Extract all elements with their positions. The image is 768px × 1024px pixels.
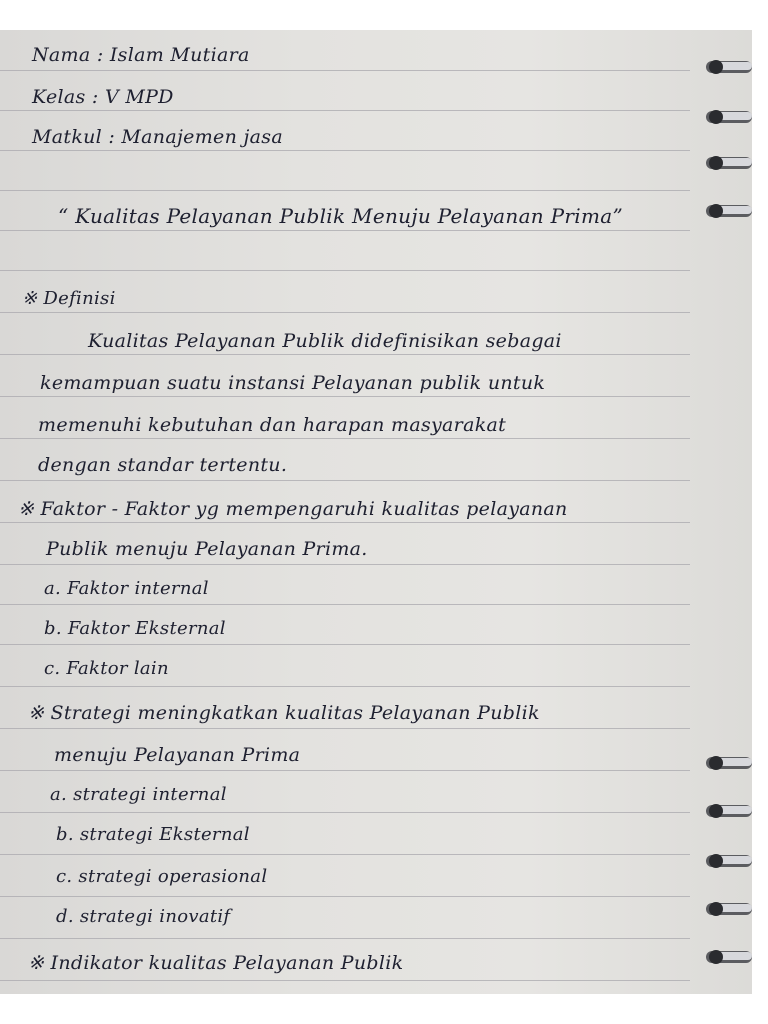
list-item: b. Faktor Eksternal	[44, 618, 226, 639]
list-item: a. Faktor internal	[44, 578, 209, 599]
ruled-line	[0, 270, 690, 271]
ruled-line	[0, 728, 690, 729]
ruled-line	[0, 896, 690, 897]
paragraph-line: Publik menuju Pelayanan Prima.	[46, 538, 368, 560]
ruled-line	[0, 354, 690, 355]
spiral-ring-icon	[706, 148, 752, 178]
spiral-ring-icon	[706, 748, 752, 778]
paragraph-line: kemampuan suatu instansi Pelayanan publik untuk	[40, 372, 546, 394]
spiral-ring-icon	[706, 52, 752, 82]
list-item: b. strategi Eksternal	[56, 824, 250, 845]
paragraph-line: menuju Pelayanan Prima	[54, 744, 301, 766]
ruled-line	[0, 564, 690, 565]
paragraph-line: dengan standar tertentu.	[38, 454, 288, 476]
ruled-line	[0, 604, 690, 605]
paragraph-line: memenuhi kebutuhan dan harapan masyarakat	[38, 414, 507, 436]
spiral-ring-icon	[706, 942, 752, 972]
section-heading-faktor: ※ Faktor - Faktor yg mempengaruhi kualitas pelayanan	[18, 498, 568, 520]
ruled-line	[0, 438, 690, 439]
list-item: a. strategi internal	[50, 784, 227, 805]
list-item: c. strategi operasional	[56, 866, 268, 887]
ruled-line	[0, 70, 690, 71]
page-title: “ Kualitas Pelayanan Publik Menuju Pelayanan Prima”	[58, 204, 623, 228]
ruled-line	[0, 522, 690, 523]
spiral-ring-icon	[706, 196, 752, 226]
spiral-ring-icon	[706, 846, 752, 876]
paragraph-line: Kualitas Pelayanan Publik didefinisikan sebagai	[88, 330, 562, 352]
notebook-page	[0, 30, 752, 994]
list-item: c. Faktor lain	[44, 658, 169, 679]
spiral-ring-icon	[706, 796, 752, 826]
ruled-line	[0, 980, 690, 981]
ruled-line	[0, 150, 690, 151]
ruled-line	[0, 812, 690, 813]
ruled-line	[0, 686, 690, 687]
spiral-ring-icon	[706, 894, 752, 924]
bottom-margin	[0, 994, 768, 1024]
ruled-line	[0, 312, 690, 313]
section-heading-indikator: ※ Indikator kualitas Pelayanan Publik	[28, 952, 404, 974]
ruled-line	[0, 190, 690, 191]
ruled-line	[0, 230, 690, 231]
ruled-line	[0, 110, 690, 111]
ruled-line	[0, 770, 690, 771]
ruled-line	[0, 480, 690, 481]
ruled-line	[0, 938, 690, 939]
section-heading-definisi: ※ Definisi	[22, 288, 116, 309]
ruled-line	[0, 644, 690, 645]
ruled-line	[0, 396, 690, 397]
list-item: d. strategi inovatif	[56, 906, 231, 927]
header-course: Matkul : Manajemen jasa	[32, 126, 283, 148]
header-class: Kelas : V MPD	[32, 86, 174, 108]
spiral-ring-icon	[706, 102, 752, 132]
section-heading-strategi: ※ Strategi meningkatkan kualitas Pelayanan Publik	[28, 702, 540, 724]
header-name: Nama : Islam Mutiara	[32, 44, 250, 66]
ruled-line	[0, 854, 690, 855]
